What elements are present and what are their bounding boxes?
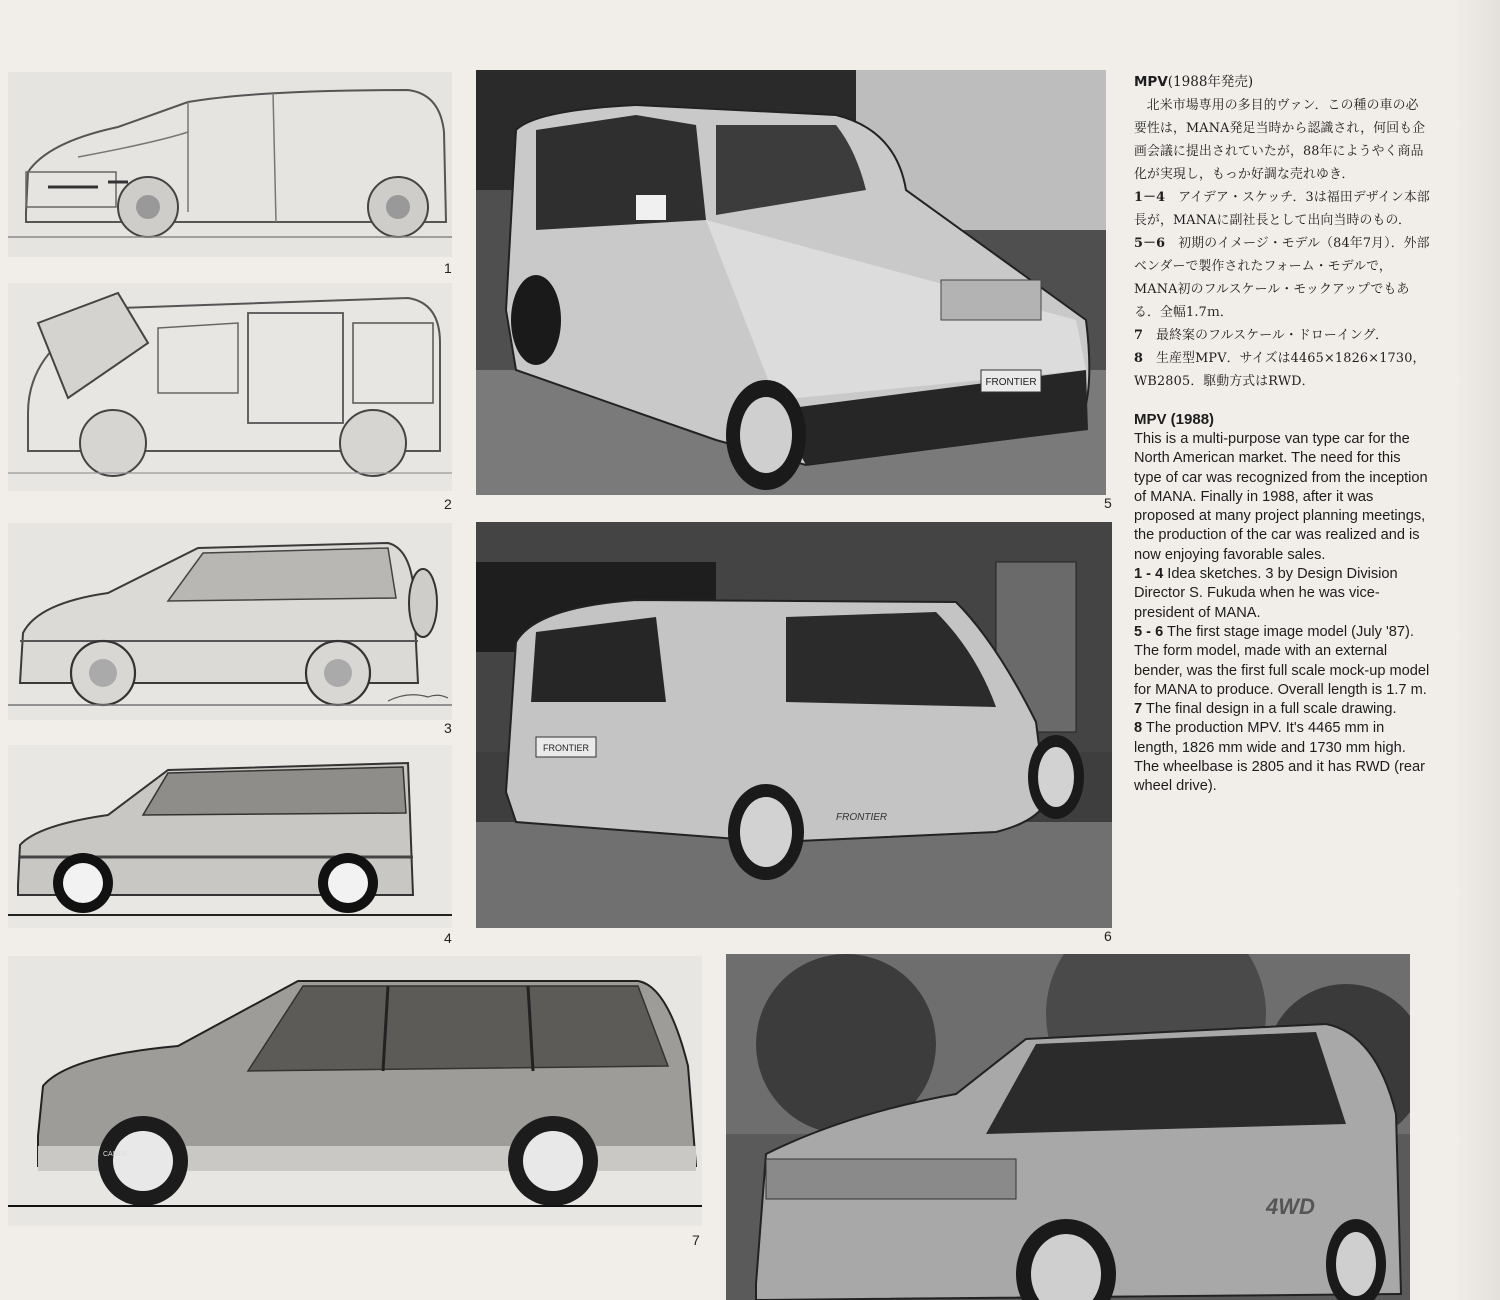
figure-7-number: 7 [692, 1232, 700, 1248]
jp-item-2-label: 5－6 [1134, 236, 1166, 251]
jp-item-3-label: 7 [1134, 328, 1144, 343]
en-item-3 [1134, 700, 1430, 719]
figure-5-plate-text: FRONTIER [985, 377, 1037, 388]
jp-item-4-label: 8 [1134, 351, 1144, 366]
figure-8-image [726, 954, 1410, 1300]
jp-item-4-text: 生産型MPV．サイズは4465×1826×1730，WB2805．駆動方式はRWD． [1134, 351, 1426, 389]
jp-item-3-text: 最終案のフルスケール・ドローイング． [1156, 328, 1389, 343]
en-item-2 [1134, 623, 1430, 700]
jp-item-3 [1134, 324, 1430, 347]
en-item-3-label: 7 [1134, 701, 1143, 718]
figure-6-image [476, 522, 1112, 928]
en-item-2-text: The first stage image model (July '87). The form model, made with an external bender, was the first full scale mock-up model for MANA to produce. Overall length is 1.7 m. [1134, 623, 1430, 698]
jp-item-1-text: アイデア・スケッチ．3は福田デザイン本部長が，MANAに副社長として出向当時のもの． [1134, 190, 1430, 228]
figure-6-photo [476, 522, 1112, 928]
figure-6-side-text: FRONTIER [836, 812, 888, 823]
figure-3-idea-sketch [8, 523, 452, 720]
figure-6-plate-text: FRONTIER [543, 743, 589, 753]
figure-3-drawing [8, 523, 452, 720]
figure-7-tire-text: CAMIAL [103, 1151, 130, 1158]
en-item-3-text: The final design in a full scale drawing. [1145, 701, 1397, 718]
jp-item-1-label: 1－4 [1134, 190, 1166, 205]
figure-1-number: 1 [444, 260, 452, 276]
figure-8-side-text: 4WD [1266, 1194, 1315, 1219]
figure-1-drawing [8, 72, 452, 257]
en-item-4-label: 8 [1134, 720, 1143, 737]
figure-2-drawing [8, 283, 452, 491]
en-caption-title: MPV (1988) [1134, 411, 1215, 428]
jp-item-1 [1134, 186, 1430, 232]
figure-4-number: 4 [444, 930, 452, 946]
figure-2-number: 2 [444, 496, 452, 512]
page-edge [1458, 0, 1500, 1300]
figure-4-drawing [8, 745, 452, 928]
figure-5-number: 5 [1104, 495, 1112, 511]
en-item-2-label: 5 - 6 [1134, 623, 1164, 640]
figure-4-idea-sketch [8, 745, 452, 928]
caption-column [1134, 70, 1430, 797]
jp-title-main: MPV [1134, 74, 1168, 90]
figure-8-production-photo [726, 954, 1410, 1300]
figure-7-image [8, 956, 702, 1226]
figure-6-number: 6 [1104, 928, 1112, 944]
en-item-1-label: 1 - 4 [1134, 566, 1164, 583]
figure-2-idea-sketch [8, 283, 452, 491]
en-item-4-text: The production MPV. It's 4465 mm in length, 1826 mm wide and 1730 mm high. The wheelbase is 2805 and it has RWD (rear wheel drive). [1134, 720, 1425, 795]
jp-item-2 [1134, 232, 1430, 324]
figure-7-final-drawing [8, 956, 702, 1226]
jp-item-2-text: 初期のイメージ・モデル（84年7月）．外部ベンダーで製作されたフォーム・モデルで，MANA初のフルスケール・モックアップでもある．全幅1.7ｍ． [1134, 236, 1430, 320]
figure-5-image [476, 70, 1106, 495]
jp-caption-title [1134, 70, 1430, 90]
jp-item-4 [1134, 347, 1430, 393]
en-item-4 [1134, 719, 1430, 796]
en-item-1 [1134, 565, 1430, 623]
figure-5-photo [476, 70, 1106, 495]
en-intro: This is a multi-purpose van type car for the North American market. The need for this type of car was recognized from the inception of MANA. Finally in 1988, after it was proposed at many project planning meetings, the production of the car was realized and is now enjoying favorable sales. [1134, 431, 1428, 563]
figure-3-number: 3 [444, 720, 452, 736]
figure-1-idea-sketch [8, 72, 452, 257]
jp-title-note: (1988年発売) [1167, 74, 1254, 90]
en-item-1-text: Idea sketches. 3 by Design Division Director S. Fukuda when he was vice-president of MANA. [1134, 566, 1398, 621]
jp-intro: 北米市場専用の多目的ヴァン．この種の車の必要性は，MANA発足当時から認識され，何回も企画会議に提出されていたが，88年にようやく商品化が実現し，もっか好調な売れゆき． [1134, 98, 1426, 182]
